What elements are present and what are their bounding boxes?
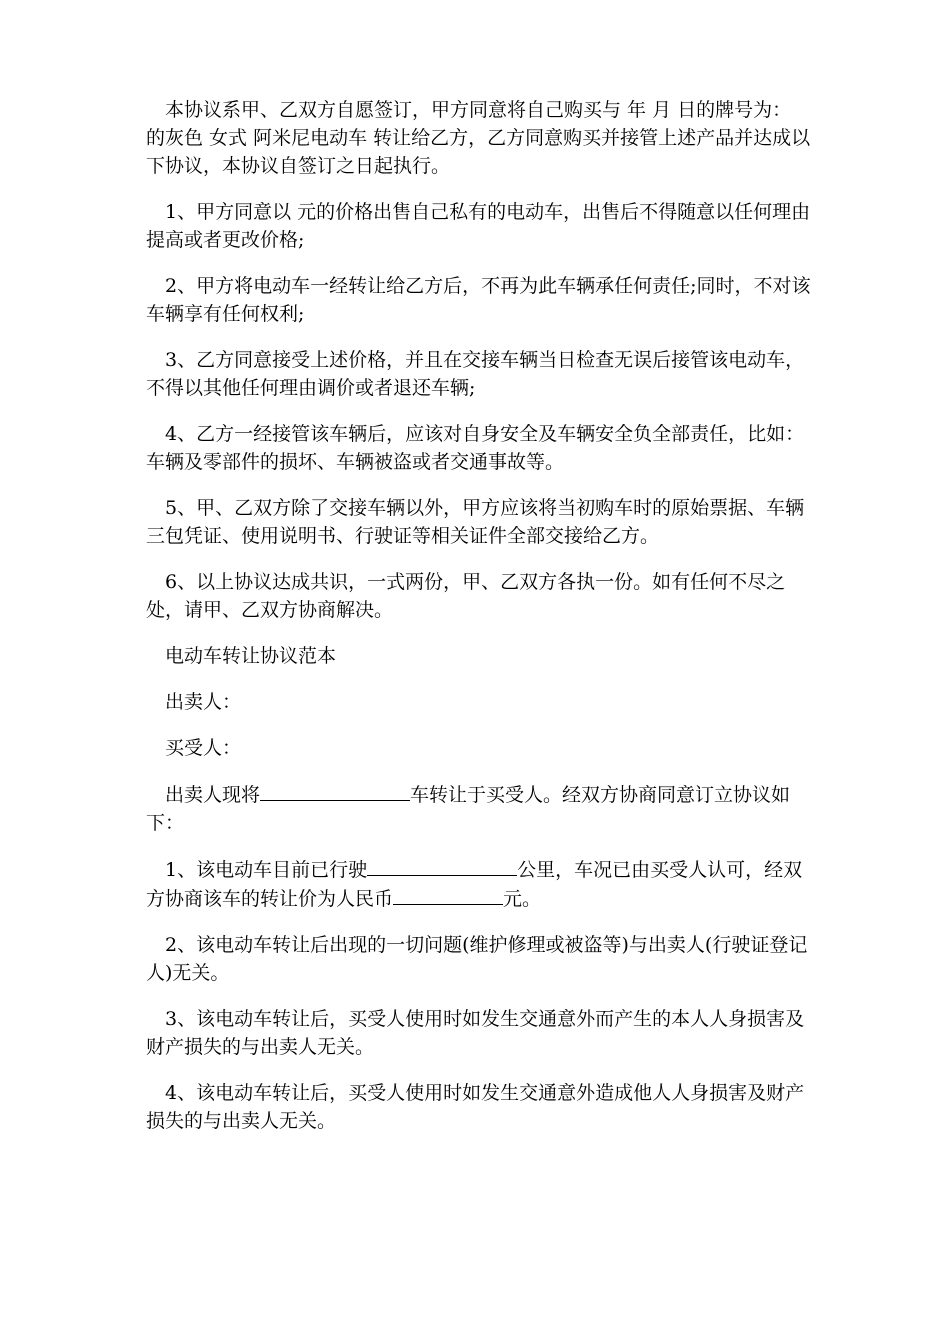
intro-paragraph: 本协议系甲、乙双方自愿签订，甲方同意将自己购买与 年 月 日的牌号为： 的灰色 女式 阿米尼电动车 转让给乙方，乙方同意购买并接管上述产品并达成以下协议，本协议自签订之日起执行。	[146, 99, 811, 177]
liability-clause: 3、该电动车转让后，买受人使用时如发生交通意外而产生的本人人身损害及财产损失的与出卖人无关。	[146, 1008, 805, 1058]
clause-paragraph: 5、甲、乙双方除了交接车辆以外，甲方应该将当初购车时的原始票据、车辆三包凭证、使用说明书、行驶证等相关证件全部交接给乙方。	[146, 497, 805, 547]
buyer-label: 买受人：	[165, 737, 242, 759]
seller-label: 出卖人：	[165, 691, 242, 713]
template-title: 电动车转让协议范本	[165, 645, 337, 667]
transfer-intro-paragraph	[146, 780, 816, 837]
clause1-part3: 元。	[503, 888, 542, 910]
price-blank-line	[393, 884, 503, 905]
transfer-intro-before: 出卖人现将	[165, 784, 261, 806]
vehicle-blank-line	[260, 780, 410, 801]
transfer-intro-after: 车转让于买受人。经双方协商同意订立协议如下：	[146, 784, 791, 834]
mileage-blank-line	[367, 855, 517, 876]
clause1-part2: 公里，车况已由买受人认可，经双方协商该车的转让价为人民币	[146, 859, 803, 910]
mileage-price-clause	[146, 855, 816, 913]
document-body	[146, 96, 816, 1153]
clause-paragraph: 3、乙方同意接受上述价格，并且在交接车辆当日检查无误后接管该电动车，不得以其他任何理由调价或者退还车辆;	[146, 349, 805, 399]
clause1-part1: 1、该电动车目前已行驶	[165, 859, 368, 881]
clause-paragraph: 4、乙方一经接管该车辆后，应该对自身安全及车辆安全负全部责任，比如：车辆及零部件的损坏、车辆被盗或者交通事故等。	[146, 423, 805, 473]
clause-paragraph: 6、以上协议达成共识，一式两份，甲、乙双方各执一份。如有任何不尽之处，请甲、乙双方协商解决。	[146, 571, 786, 621]
liability-clause: 4、该电动车转让后，买受人使用时如发生交通意外造成他人人身损害及财产损失的与出卖人无关。	[146, 1082, 805, 1132]
clause-paragraph: 1、甲方同意以 元的价格出售自己私有的电动车，出售后不得随意以任何理由提高或者更改价格;	[146, 201, 811, 251]
liability-clause: 2、该电动车转让后出现的一切问题(维护修理或被盗等)与出卖人(行驶证登记人)无关。	[146, 934, 808, 984]
clause-paragraph: 2、甲方将电动车一经转让给乙方后，不再为此车辆承任何责任;同时，不对该车辆享有任何权利;	[146, 275, 811, 325]
